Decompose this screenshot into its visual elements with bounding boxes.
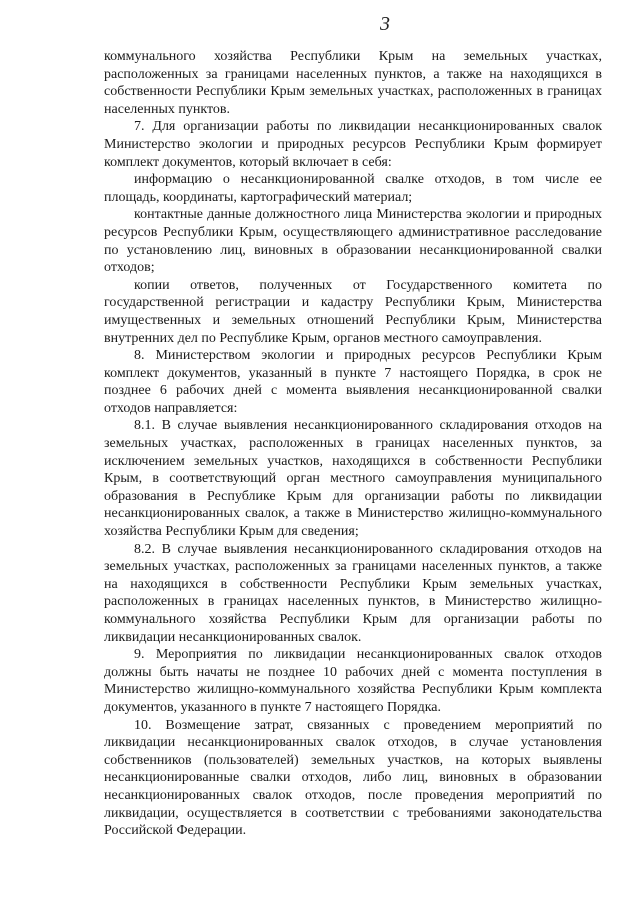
paragraph-item-7-contacts: контактные данные должностного лица Министерства экологии и природных ресурсов Республики Крым, осуществляющего административное расследование по установлению лиц, виновных в образовании несанкционированной свалки отходов; <box>104 207 602 276</box>
paragraph-item-8: 8. Министерством экологии и природных ресурсов Республики Крым комплект документов, указанный в пункте 7 настоящего Порядка, в срок не позднее 6 рабочих дней с момента выявления несанкционированной свалки отходов направляется: <box>104 348 602 416</box>
paragraph-continuation: коммунального хозяйства Республики Крым на земельных участках, расположенных за границами населенных пунктов, а также на находящихся в собственности Республики Крым земельных участках, расположенных в границах населенных пунктов. <box>104 49 602 117</box>
paragraph-item-9: 9. Мероприятия по ликвидации несанкционированных свалок отходов должны быть начаты не позднее 10 рабочих дней с момента поступления в Министерство жилищно-коммунального хозяйства Республики Крым комплекта документов, указанного в пункте 7 настоящего Порядка. <box>104 647 602 715</box>
paragraph-item-7-copies: копии ответов, полученных от Государственного комитета по государственной регистрации и кадастру Республики Крым, Министерства имущественных и земельных отношений Республики Крым, Министерства внутренних дел по Республике Крым, органов местного самоуправления. <box>104 277 602 346</box>
paragraph-item-7-info: информацию о несанкционированной свалке отходов, в том числе ее площадь, координаты, картографический материал; <box>104 172 602 205</box>
paragraph-item-8-1: 8.1. В случае выявления несанкционированного складирования отходов на земельных участках, расположенных в границах населенных пунктов, за исключением земельных участков, находящихся в собственности Республики Крым, в соответствующий орган местного самоуправления муниципального образования в Республике Крым для организации работы по ликвидации несанкционированных свалок, а также в Министерство жилищно-коммунального хозяйства Республики Крым для сведения; <box>104 418 602 540</box>
paragraph-item-7: 7. Для организации работы по ликвидации несанкционированных свалок Министерство экологии и природных ресурсов Республики Крым формирует комплект документов, который включает в себя: <box>104 119 602 170</box>
page-number: 3 <box>380 13 390 35</box>
paragraph-item-8-2: 8.2. В случае выявления несанкционированного складирования отходов на земельных участках, расположенных за границами населенных пунктов, а также на находящихся в собственности Республики Крым земельных участках, расположенных в границах населенных пунктов, в Министерство жилищно-коммунального хозяйства Республики Крым для организации работы по ликвидации несанкционированных свалок. <box>104 541 602 645</box>
paragraph-item-10: 10. Возмещение затрат, связанных с проведением мероприятий по ликвидации несанкционированных свалок отходов, в случае установления собственников (пользователей) земельных участков, на которых выявлены несанкционированные свалки отходов, либо лиц, виновных в образовании несанкционированных свалок отходов, после проведения мероприятий по ликвидации, осуществляется в соответствии с требованиями законодательства Российской Федерации. <box>104 717 602 839</box>
